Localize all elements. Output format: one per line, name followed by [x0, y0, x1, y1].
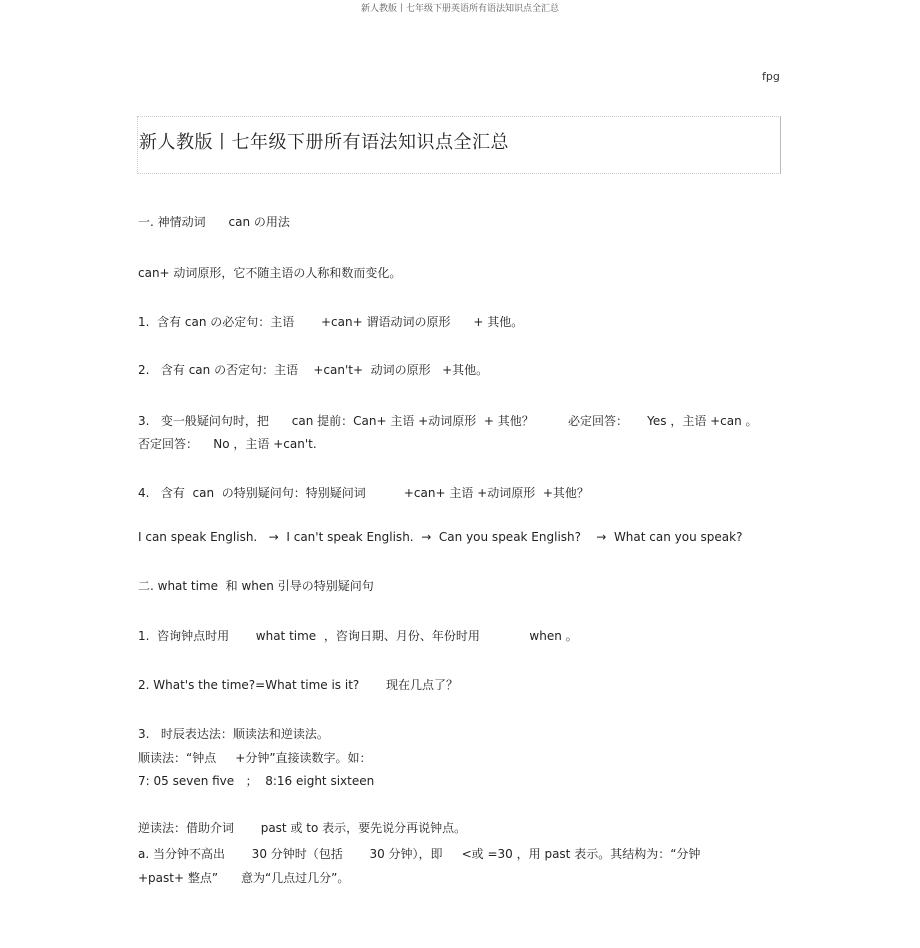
example-sentences: I can speak English. → I can't speak English. → Can you speak English? → What can you speak? [138, 530, 743, 544]
reverse-reading-method: 逆读法：借助介词 past 或 to 表示，要先说分再说钟点。 [138, 821, 467, 835]
rule-a-past-structure: +past+ 整点” 意为“几点过几分”。 [138, 871, 350, 885]
running-header: 新人教版丨七年级下册英语所有语法知识点全汇总 [360, 4, 559, 14]
paragraph-can-rule: can+ 动词原形，它不随主语の人称和数而变化。 [138, 266, 402, 280]
rule-4-wh-question: 4. 含有 can の特别疑问句：特别疑问词 +can+ 主语 +动词原形 +其他？ [138, 486, 589, 500]
example-whats-the-time: 2. What's the time?=What time is it? 现在几点了？ [138, 678, 458, 692]
section-heading-what-time: 二. what time 和 when 引导の特别疑问句 [138, 579, 374, 593]
rule-ask-time-date: 1. 咨询钟点时用 what time ，咨询日期、月份、年份时用 when 。 [138, 629, 578, 643]
document-title: 新人教版丨七年级下册所有语法知识点全汇总 [139, 132, 509, 153]
direct-reading-method: 顺读法：“钟点 +分钟”直接读数字。如： [138, 751, 372, 765]
rule-time-expression: 3. 时辰表达法：顺读法和逆读法。 [138, 727, 329, 741]
rule-a-past: a. 当分钟不高出 30 分钟时（包括 30 分钟），即 <或 =30 ，用 past 表示。其结构为：“分钟 [138, 847, 701, 861]
section-heading-modal-can: 一. 神情动词 can の用法 [138, 215, 290, 229]
direct-reading-example: 7: 05 seven five ； 8:16 eight sixteen [138, 774, 375, 788]
rule-1-affirmative: 1. 含有 can の必定句：主语 +can+ 谓语动词の原形 + 其他。 [138, 315, 524, 329]
corner-mark: fpg [762, 70, 780, 83]
rule-3-question: 3. 变一般疑问句时，把 can 提前：Can+ 主语 +动词原形 + 其他？ 必定回答： Yes ，主语 +can 。 [138, 414, 758, 428]
rule-3-negative-answer: 否定回答： No ，主语 +can't. [138, 437, 317, 451]
rule-2-negative: 2. 含有 can の否定句：主语 +can't+ 动词の原形 +其他。 [138, 363, 489, 377]
